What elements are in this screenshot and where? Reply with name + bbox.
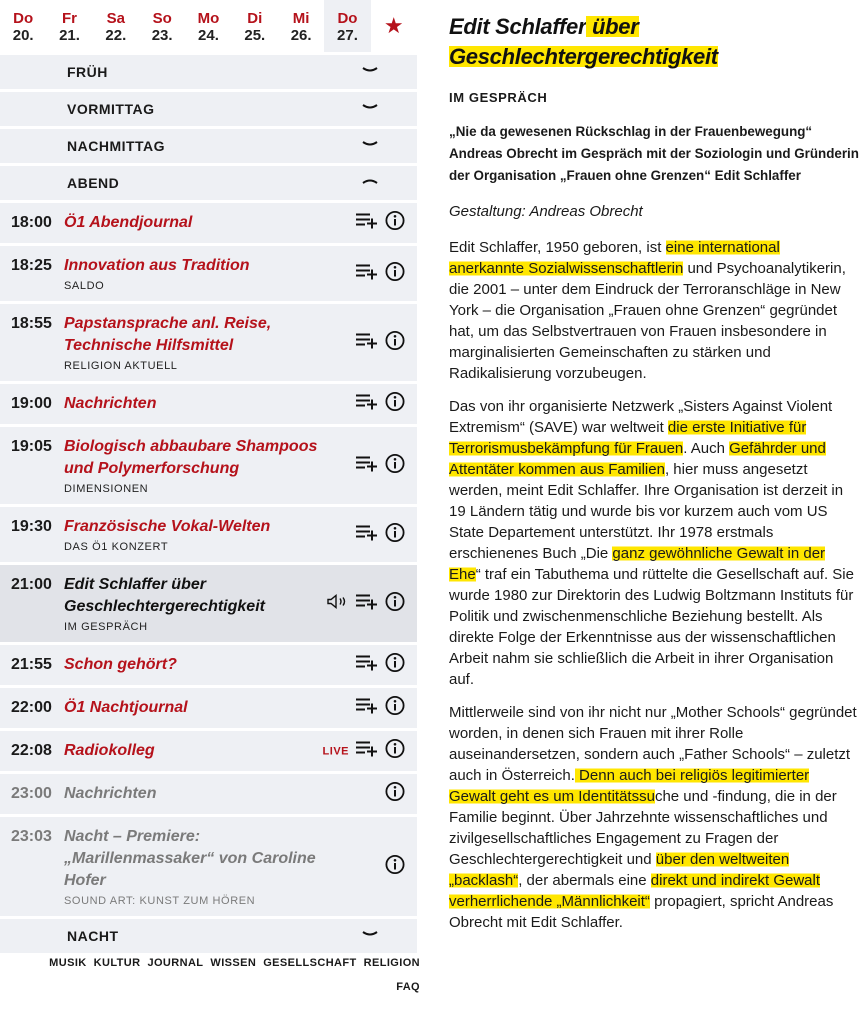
add-to-playlist-icon[interactable] — [355, 697, 379, 720]
program-actions — [355, 211, 405, 236]
chevron-down-icon — [362, 138, 378, 150]
faq-link[interactable]: FAQ — [396, 981, 420, 993]
program-actions — [355, 261, 405, 286]
star-icon: ★ — [383, 13, 404, 38]
info-icon[interactable] — [385, 782, 405, 807]
text-segment: , hier muss angesetzt werden, meint Edit Schlaffer. Ihre Organisation ist derzeit in 19 Ländern tätig und wurde bis vor kurzem auch vom US State Departement unterstützt. Ihr 1978 erstmals erschienenes Buch „Die — [449, 461, 844, 562]
section-label: ABEND — [67, 175, 120, 191]
add-to-playlist-icon[interactable] — [355, 740, 379, 763]
text-segment: che und -findung, die in der Familie beginnt. Über Jahrzehnte wissenschaftliches und zivilgesellschaftliches Engagement zu Fragen der Geschlechtergerechtigkeit und — [449, 788, 837, 868]
program-info — [64, 783, 324, 805]
program-title[interactable]: Edit Schlaffer über Geschlechtergerechtigkeit — [64, 576, 265, 615]
chevron-down-icon — [362, 64, 378, 76]
section-header[interactable] — [0, 129, 417, 163]
highlighted-text: ganz gewöhnliche Gewalt in der Ehe — [449, 545, 826, 583]
program-time: 19:05 — [11, 438, 52, 455]
schedule-panel — [0, 0, 417, 953]
program-row[interactable] — [0, 246, 417, 301]
text-segment: Edit Schlaffer, 1950 geboren, ist — [449, 239, 666, 256]
program-actions — [355, 653, 405, 678]
program-series: SOUND ART: KUNST ZUM HÖREN — [64, 895, 256, 907]
text-segment: und Psychoanalytikerin, die 2001 – unter dem Eindruck der Terroranschläge in New York – die Organisation „Frauen ohne Grenzen“ gegründet hat, um das Selbstvertrauen von Frauen insbesondere in marginalisierten Gemeinschaften zu stärken und Radikalisierung vorzubeugen. — [449, 260, 846, 382]
info-icon[interactable] — [385, 696, 405, 721]
footer-nav — [0, 957, 420, 993]
program-time: 18:25 — [11, 257, 52, 274]
text-segment: propagiert, spricht Andreas Obrecht mit Edit Schlaffer. — [449, 893, 834, 931]
info-icon[interactable] — [385, 261, 405, 286]
day-tab[interactable] — [278, 0, 324, 52]
footer-link[interactable]: JOURNAL — [147, 957, 204, 969]
program-time: 21:00 — [11, 576, 52, 593]
program-list — [0, 203, 417, 916]
program-title[interactable]: Ö1 Abendjournal — [64, 214, 193, 231]
program-info — [64, 826, 324, 907]
favorites-button[interactable] — [371, 0, 417, 52]
program-time: 21:55 — [11, 656, 52, 673]
section-header[interactable] — [0, 92, 417, 126]
highlighted-text: Gefährder und Attentäter kommen aus Familien — [449, 440, 826, 478]
article-title — [449, 12, 859, 72]
program-title[interactable]: Innovation aus Tradition — [64, 257, 250, 274]
info-icon[interactable] — [385, 392, 405, 417]
program-actions — [327, 591, 405, 616]
program-time: 23:00 — [11, 785, 52, 802]
day-date: 27. — [337, 27, 358, 44]
program-info — [64, 255, 324, 292]
program-info — [64, 697, 324, 719]
program-series: RELIGION AKTUELL — [64, 360, 178, 372]
day-tab[interactable] — [232, 0, 278, 52]
program-row[interactable] — [0, 304, 417, 381]
article-credit: Gestaltung: Andreas Obrecht — [449, 203, 643, 220]
section-header[interactable] — [0, 55, 417, 89]
day-name: Do — [337, 10, 358, 27]
program-title[interactable]: Biologisch abbaubare Shampoos und Polymerforschung — [64, 438, 318, 477]
chevron-up-icon — [362, 175, 378, 187]
day-name: Do — [13, 10, 34, 27]
chevron-down-icon — [362, 101, 378, 113]
program-title[interactable]: Französische Vokal-Welten — [64, 518, 271, 535]
section-label: FRÜH — [67, 64, 108, 80]
live-badge: LIVE — [322, 745, 349, 757]
info-icon[interactable] — [385, 211, 405, 236]
program-title[interactable]: Nacht – Premiere: „Marillenmassaker“ von Caroline Hofer — [64, 828, 316, 889]
info-icon[interactable] — [385, 854, 405, 879]
program-row[interactable] — [0, 817, 417, 916]
text-segment: Mittlerweile sind von ihr nicht nur „Mother Schools“ gegründet worden, in denen sich Frauen mit ihrer Rolle auseinandersetzen, sondern auch „Father Schools“ – zuletzt auch in Österreich. — [449, 704, 857, 784]
program-actions — [355, 522, 405, 547]
info-icon[interactable] — [385, 653, 405, 678]
day-tab[interactable] — [324, 0, 370, 52]
program-row[interactable] — [0, 731, 417, 771]
text-segment: , der abermals eine — [518, 872, 651, 889]
program-time: 22:00 — [11, 699, 52, 716]
program-row[interactable] — [0, 565, 417, 642]
program-actions — [355, 330, 405, 355]
title-segment: über Geschlechtergerechtigkeit — [449, 14, 718, 69]
day-name: Fr — [61, 10, 77, 27]
program-title[interactable]: Ö1 Nachtjournal — [64, 699, 188, 716]
program-series: IM GESPRÄCH — [64, 621, 148, 633]
program-row[interactable] — [0, 427, 417, 504]
article — [449, 12, 859, 933]
day-tab[interactable] — [46, 0, 92, 52]
text-segment: “ traf ein Tabuthema und rüttelte die Gesellschaft auf. Sie wurde 1980 zur Direktorin des Ludwig Boltzmann Instituts für Politik und zwischenmenschliche Beziehung bestellt. Als direkte Folge der Erkenntnisse aus der wissenschaftlichen Arbeit nahm sie schließlich die Arbeit in ihrer Organisation auf. — [449, 566, 854, 688]
program-info — [64, 516, 324, 553]
program-series: SALDO — [64, 280, 105, 292]
article-paragraph — [449, 396, 859, 690]
program-series: DIMENSIONEN — [64, 483, 149, 495]
section-label: VORMITTAG — [67, 101, 155, 117]
highlighted-text: Denn auch bei religiös legitimierter Gewalt geht es um Identitätssu — [449, 767, 810, 805]
program-actions — [355, 453, 405, 478]
program-actions — [355, 392, 405, 417]
footer-link[interactable]: WISSEN — [210, 957, 257, 969]
program-time: 18:55 — [11, 315, 52, 332]
program-actions — [355, 696, 405, 721]
day-tabs — [0, 0, 417, 52]
footer-link[interactable]: RELIGION — [363, 957, 420, 969]
program-title[interactable]: Papstansprache anl. Reise, Technische Hilfsmittel — [64, 315, 272, 354]
article-paragraph — [449, 237, 859, 384]
day-date: 26. — [290, 27, 312, 44]
add-to-playlist-icon[interactable] — [355, 331, 379, 354]
article-lead: „Nie da gewesenen Rückschlag in der Frauenbewegung“ Andreas Obrecht im Gespräch mit der Soziologin und Gründerin der Organisation „Frauen ohne Grenzen“ Edit Schlaffer — [449, 124, 859, 183]
day-date: 20. — [12, 27, 34, 44]
program-actions — [323, 739, 405, 764]
info-icon[interactable] — [385, 453, 405, 478]
add-to-playlist-icon[interactable] — [355, 393, 379, 416]
highlighted-text: die erste Initiative für Terrorismusbekämpfung für Frauen — [449, 419, 807, 457]
program-info — [64, 654, 324, 676]
program-row[interactable] — [0, 203, 417, 243]
program-row[interactable] — [0, 507, 417, 562]
article-kicker: IM GESPRÄCH — [449, 90, 548, 105]
section-label: NACHT — [67, 928, 119, 944]
add-to-playlist-icon[interactable] — [355, 212, 379, 235]
title-segment: Edit Schlaffer — [449, 14, 587, 39]
day-tab[interactable] — [0, 0, 46, 52]
program-title[interactable]: Schon gehört? — [64, 656, 177, 673]
add-to-playlist-icon[interactable] — [355, 454, 379, 477]
program-title[interactable]: Nachrichten — [64, 395, 157, 412]
day-name: So — [152, 10, 172, 27]
program-time: 19:30 — [11, 518, 52, 535]
program-title[interactable]: Radiokolleg — [64, 742, 155, 759]
day-date: 23. — [151, 27, 173, 44]
program-row[interactable] — [0, 384, 417, 424]
text-segment: . Auch — [683, 440, 730, 457]
info-icon[interactable] — [385, 739, 405, 764]
program-time: 19:00 — [11, 395, 52, 412]
day-date: 21. — [59, 27, 80, 44]
program-info — [64, 313, 324, 372]
footer-link[interactable]: GESELLSCHAFT — [263, 957, 357, 969]
program-row[interactable] — [0, 645, 417, 685]
program-info — [64, 212, 324, 234]
program-row[interactable] — [0, 688, 417, 728]
add-to-playlist-icon[interactable] — [355, 592, 379, 615]
day-date: 25. — [244, 27, 266, 44]
highlighted-text: direkt und indirekt Gewalt verherrlichende „Männlichkeit“ — [449, 872, 821, 910]
chevron-down-icon — [362, 928, 378, 940]
day-date: 24. — [198, 27, 219, 44]
program-row[interactable] — [0, 774, 417, 814]
add-to-playlist-icon[interactable] — [355, 523, 379, 546]
info-icon[interactable] — [385, 330, 405, 355]
program-info — [64, 436, 324, 495]
day-tab[interactable] — [139, 0, 185, 52]
highlighted-text: über den weltweiten „backlash“ — [449, 851, 790, 889]
highlighted-text: eine international anerkannte Sozialwissenschaftlerin — [449, 239, 780, 277]
day-tab[interactable] — [93, 0, 139, 52]
info-icon[interactable] — [385, 591, 405, 616]
day-name: Mo — [197, 10, 220, 27]
program-actions — [385, 854, 405, 879]
add-to-playlist-icon[interactable] — [355, 654, 379, 677]
program-time: 23:03 — [11, 828, 52, 845]
footer-link[interactable]: MUSIK — [49, 957, 87, 969]
program-time: 18:00 — [11, 214, 52, 231]
add-to-playlist-icon[interactable] — [355, 262, 379, 285]
program-series: DAS Ö1 KONZERT — [64, 541, 169, 553]
section-nacht[interactable] — [0, 919, 417, 953]
program-title[interactable]: Nachrichten — [64, 785, 157, 802]
section-label: NACHMITTAG — [67, 138, 166, 154]
day-name: Mi — [292, 10, 310, 27]
program-actions — [385, 782, 405, 807]
program-time: 22:08 — [11, 742, 52, 759]
article-paragraph — [449, 702, 859, 933]
day-tab[interactable] — [185, 0, 231, 52]
footer-link[interactable]: KULTUR — [93, 957, 141, 969]
day-date: 22. — [105, 27, 127, 44]
day-name: Di — [247, 10, 263, 27]
audio-playing-icon[interactable] — [327, 593, 349, 614]
program-info — [64, 393, 324, 415]
program-info — [64, 740, 324, 762]
text-segment: Das von ihr organisierte Netzwerk „Sisters Against Violent Extremism“ (SAVE) war weltweit — [449, 398, 833, 436]
day-name: Sa — [106, 10, 125, 27]
info-icon[interactable] — [385, 522, 405, 547]
program-info — [64, 574, 324, 633]
section-header[interactable] — [0, 166, 417, 200]
